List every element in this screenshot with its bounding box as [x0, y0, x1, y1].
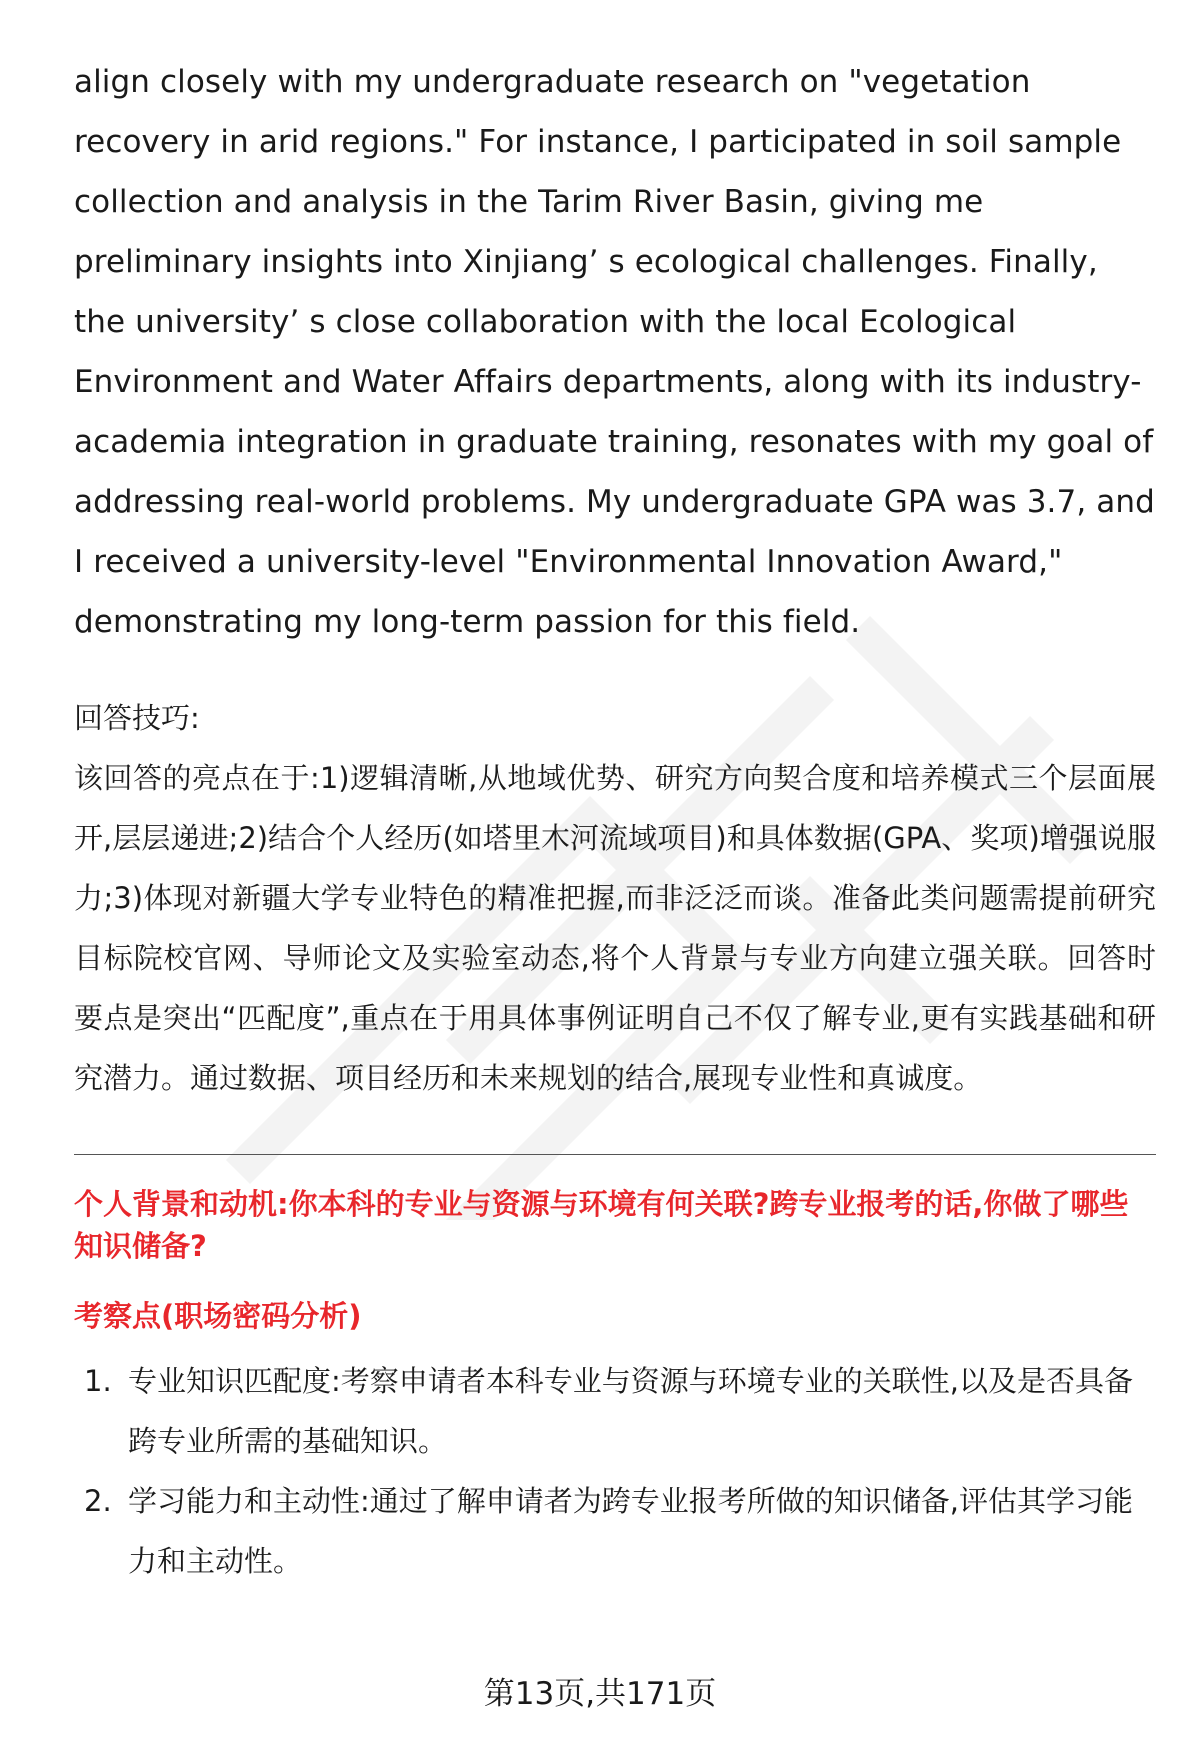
- intro-paragraph: align closely with my undergraduate research on "vegetation recovery in arid regions." For instance, I participated in soil sample collection and analysis in the Tarim River Basin, giving me preliminary insights into Xinjiang’ s ecological challenges. Finally, the university’ s close collaboration with the local Ecological Environment and Water Affairs departments, along with its industry-academia integration in graduate training, resonates with my goal of addressing real-world problems. My undergraduate GPA was 3.7, and I received a university-level "Environmental Innovation Award," demonstrating my long-term passion for this field.: [74, 64, 1155, 640]
- content-area: [74, 52, 1156, 1591]
- list-item: [74, 1471, 1156, 1591]
- list-item-text: 专业知识匹配度:考察申请者本科专业与资源与环境专业的关联性,以及是否具备跨专业所需的基础知识。: [128, 1364, 1133, 1458]
- list-item-number: 2.: [84, 1484, 112, 1518]
- list-item-number: 1.: [84, 1364, 112, 1398]
- tips-title: 回答技巧:: [74, 701, 200, 735]
- analysis-points-list: [74, 1351, 1156, 1591]
- question-title: 个人背景和动机:你本科的专业与资源与环境有何关联?跨专业报考的话,你做了哪些知识储备?: [74, 1187, 1129, 1263]
- list-item-text: 学习能力和主动性:通过了解申请者为跨专业报考所做的知识储备,评估其学习能力和主动性。: [128, 1484, 1133, 1578]
- page-number: 第13页,共171页: [483, 1676, 717, 1712]
- analysis-subtitle: 考察点(职场密码分析): [74, 1299, 362, 1333]
- section-divider: [74, 1154, 1156, 1155]
- tips-body: 该回答的亮点在于:1)逻辑清晰,从地域优势、研究方向契合度和培养模式三个层面展开,层层递进;2)结合个人经历(如塔里木河流域项目)和具体数据(GPA、奖项)增强说服力;3)体现对新疆大学专业特色的精准把握,而非泛泛而谈。准备此类问题需提前研究目标院校官网、导师论文及实验室动态,将个人背景与专业方向建立强关联。回答时要点是突出“匹配度”,重点在于用具体事例证明自己不仅了解专业,更有实践基础和研究潜力。通过数据、项目经历和未来规划的结合,展现专业性和真诚度。: [74, 761, 1156, 1095]
- list-item: [74, 1351, 1156, 1471]
